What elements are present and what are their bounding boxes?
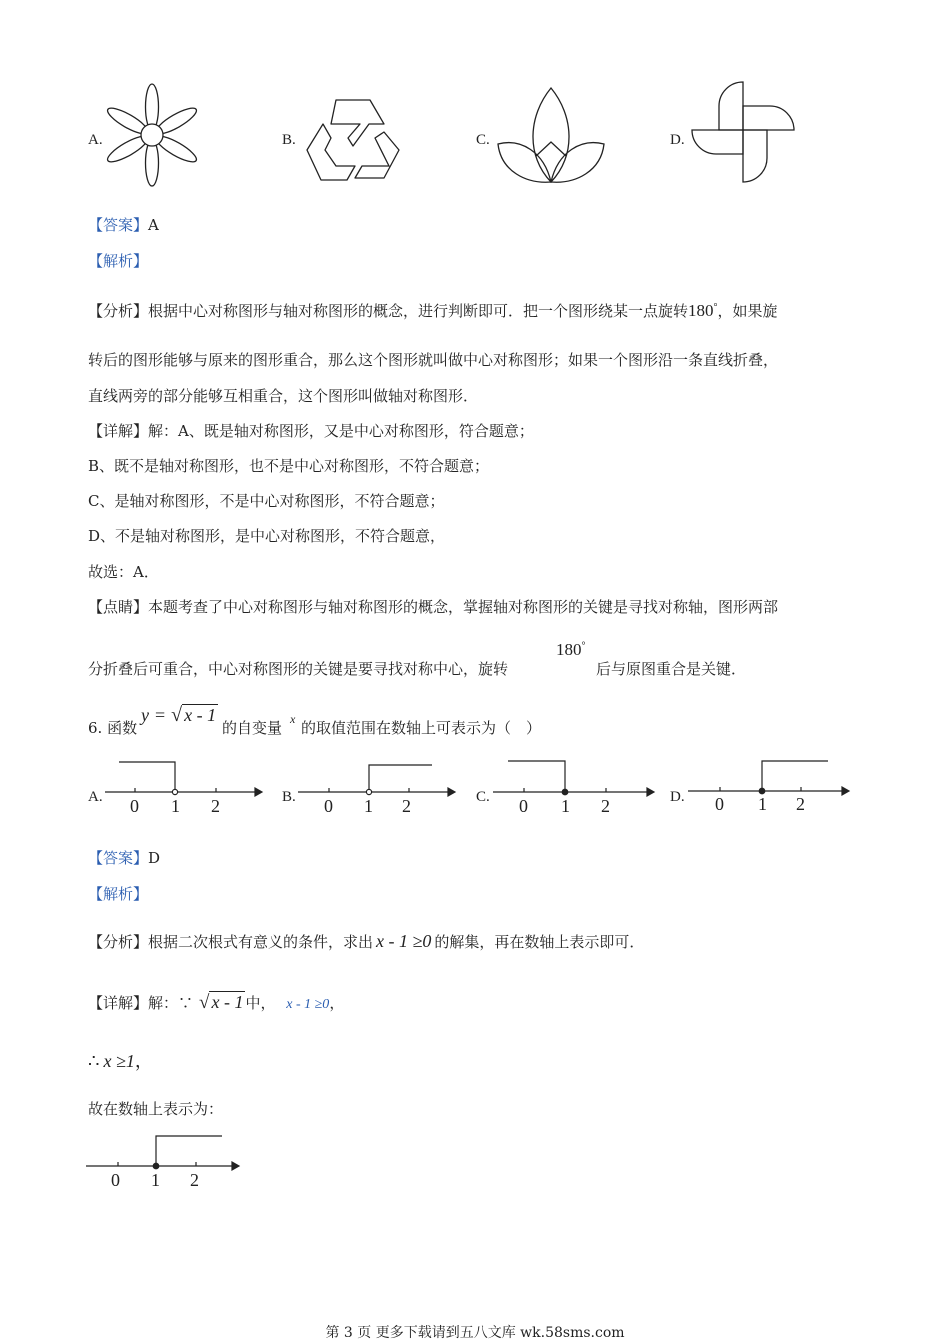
number-line-a	[105, 758, 265, 814]
tick-label: 0	[111, 1170, 120, 1190]
tick-label: 1	[561, 796, 570, 816]
q6-x-var: x	[290, 712, 296, 726]
number-line-b	[298, 758, 458, 814]
jiexi-tag-6: 【解析】	[88, 885, 149, 903]
xiangjie-line-5: 故选：A．	[88, 563, 159, 581]
answer-value: A	[148, 216, 159, 234]
xiangjie-line-4: D、不是轴对称图形，是中心对称图形，不符合题意，	[88, 527, 446, 545]
tick-label: 0	[130, 796, 139, 816]
q6-option-a-label: A.	[88, 789, 103, 805]
xiangjie-line-3: C、是轴对称图形，不是中心对称图形，不符合题意；	[88, 492, 445, 510]
q6-option-c-label: C.	[476, 789, 490, 805]
page-footer: 第 3 页 更多下载请到五八文库 wk.58sms.com	[325, 1325, 625, 1341]
tick-label: 2	[190, 1170, 199, 1190]
deg-180-label: 180°	[556, 640, 586, 659]
lotus-figure	[496, 86, 606, 186]
tick-label: 1	[151, 1170, 160, 1190]
tick-label: 2	[796, 794, 805, 814]
tick-label: 0	[519, 796, 528, 816]
q5-option-b-label: B.	[282, 132, 296, 148]
q6-option-b-label: B.	[282, 789, 296, 805]
q6-formula: y = √ x - 1	[141, 704, 217, 726]
dianjing-line-1: 【点睛】本题考查了中心对称图形与轴对称图形的概念，掌握轴对称图形的关键是寻找对称轴，图形两部	[88, 598, 779, 616]
fenxi-line-3: 直线两旁的部分能够互相重合，这个图形叫做轴对称图形．	[88, 387, 479, 405]
number-line-c	[493, 758, 658, 814]
tick-label: 2	[601, 796, 610, 816]
xiangjie-6: 【详解】解：∵ √ x - 1 中， x - 1 ≥0，	[88, 992, 345, 1013]
tick-label: 2	[211, 796, 220, 816]
q5-option-c-label: C.	[476, 132, 490, 148]
tick-label: 1	[758, 794, 767, 814]
q6-prefix: 6. 函数	[88, 719, 138, 737]
fenxi-line-1: 【分析】根据中心对称图形与轴对称图形的概念，进行判断即可．把一个图形绕某一点旋转180°，如果旋	[88, 301, 778, 320]
q6-mid: 的自变量	[222, 719, 283, 737]
flower-figure	[105, 85, 200, 185]
therefore-line: ∴ x ≥1，	[88, 1051, 153, 1071]
answer-tag: 【答案】	[88, 216, 149, 234]
final-number-line	[86, 1133, 246, 1193]
xiangjie-line-1: 【详解】解：A、既是轴对称图形，又是中心对称图形，符合题意；	[88, 422, 534, 440]
dianjing-line-2-end: 后与原图重合是关键．	[596, 660, 747, 678]
number-line-d	[688, 758, 853, 814]
tick-label: 1	[171, 796, 180, 816]
tick-label: 0	[324, 796, 333, 816]
q5-option-a-label: A.	[88, 132, 103, 148]
tick-label: 0	[715, 794, 724, 814]
jiexi-tag: 【解析】	[88, 252, 149, 270]
answer-tag-6: 【答案】	[88, 849, 149, 867]
q6-option-d-label: D.	[670, 789, 685, 805]
tick-label: 2	[402, 796, 411, 816]
dianjing-line-2: 分折叠后可重合，中心对称图形的关键是要寻找对称中心，旋转	[88, 660, 509, 678]
answer-value-6: D	[148, 849, 161, 867]
fenxi-line-2: 转后的图形能够与原来的图形重合，那么这个图形就叫做中心对称图形；如果一个图形沿一条直线折叠，	[88, 351, 779, 369]
q5-option-d-label: D.	[670, 132, 685, 148]
q6-suffix: 的取值范围在数轴上可表示为（ ）	[301, 719, 542, 737]
recycle-figure	[303, 98, 403, 184]
fenxi-6: 【分析】根据二次根式有意义的条件，求出 x - 1 ≥0 的解集，再在数轴上表示即可．	[88, 931, 645, 951]
pinwheel-figure	[690, 80, 796, 186]
tick-label: 1	[364, 796, 373, 816]
show-on-line-text: 故在数轴上表示为：	[88, 1100, 224, 1118]
xiangjie-line-2: B、既不是轴对称图形，也不是中心对称图形，不符合题意；	[88, 457, 490, 475]
